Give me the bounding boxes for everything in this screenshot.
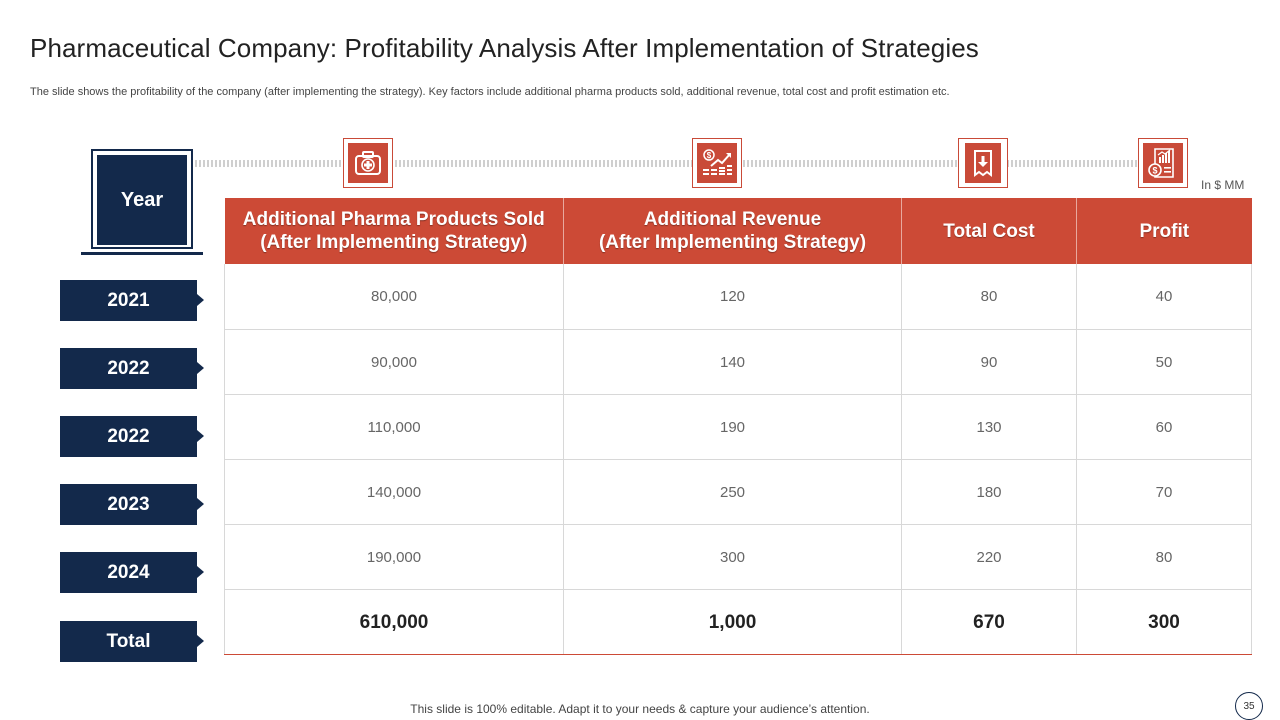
header-line: (After Implementing Strategy) <box>260 232 528 253</box>
year-header: Year <box>97 155 187 245</box>
header-line: (After Implementing Strategy) <box>598 232 867 253</box>
svg-text:$: $ <box>706 151 712 160</box>
table-cell: 140 <box>564 329 902 394</box>
header-line: Additional Revenue <box>643 209 822 230</box>
table-row <box>225 329 1252 394</box>
revenue-growth-icon <box>692 138 742 188</box>
table-cell: 190 <box>564 394 902 459</box>
table-cell: 190,000 <box>225 524 564 589</box>
header-profit <box>1077 198 1252 264</box>
header-total-cost <box>902 198 1077 264</box>
header-line: Total Cost <box>943 220 1035 242</box>
row-label-year: 2022 <box>60 348 197 389</box>
table-cell: 70 <box>1077 459 1252 524</box>
total-cell: 300 <box>1077 589 1252 654</box>
profit-report-icon <box>1138 138 1188 188</box>
table-cell: 90,000 <box>225 329 564 394</box>
row-label-year: 2023 <box>60 484 197 525</box>
table-row <box>225 524 1252 589</box>
table-row <box>225 394 1252 459</box>
table-total-row <box>225 589 1252 654</box>
row-label-year: 2022 <box>60 416 197 457</box>
table-cell: 40 <box>1077 264 1252 329</box>
table-cell: 80 <box>902 264 1077 329</box>
total-cell: 670 <box>902 589 1077 654</box>
header-additional-revenue <box>564 198 902 264</box>
header-line: Additional Pharma Products Sold <box>242 209 545 230</box>
slide-subtitle: The slide shows the profitability of the company (after implementing the strategy). Key factors include additional pharma products sold, additional revenue, total cost and profit estimation etc. <box>30 86 950 98</box>
total-cell: 1,000 <box>564 589 902 654</box>
table-cell: 220 <box>902 524 1077 589</box>
table-cell: 80,000 <box>225 264 564 329</box>
total-cell: 610,000 <box>225 589 564 654</box>
header-products-sold <box>225 198 564 264</box>
table-cell: 90 <box>902 329 1077 394</box>
unit-note: In $ MM <box>1201 178 1245 192</box>
download-receipt-icon <box>958 138 1008 188</box>
table-cell: 60 <box>1077 394 1252 459</box>
slide-footer: This slide is 100% editable. Adapt it to your needs & capture your audience’s attention. <box>410 702 870 716</box>
table-cell: 110,000 <box>225 394 564 459</box>
table-header-row <box>225 198 1252 264</box>
table-cell: 120 <box>564 264 902 329</box>
row-label-year: 2024 <box>60 552 197 593</box>
table-row <box>225 264 1252 329</box>
table-cell: 50 <box>1077 329 1252 394</box>
svg-text:$: $ <box>1152 165 1158 176</box>
table-cell: 80 <box>1077 524 1252 589</box>
table-cell: 180 <box>902 459 1077 524</box>
table-cell: 140,000 <box>225 459 564 524</box>
medical-kit-icon <box>343 138 393 188</box>
table-cell: 250 <box>564 459 902 524</box>
page-number: 35 <box>1235 692 1263 720</box>
row-label-total: Total <box>60 621 197 662</box>
table-cell: 130 <box>902 394 1077 459</box>
table-cell: 300 <box>564 524 902 589</box>
year-header-base <box>81 252 203 255</box>
table-row <box>225 459 1252 524</box>
slide-title: Pharmaceutical Company: Profitability Analysis After Implementation of Strategies <box>30 33 979 63</box>
profitability-table <box>224 198 1252 655</box>
header-line: Profit <box>1139 220 1190 242</box>
row-label-year: 2021 <box>60 280 197 321</box>
